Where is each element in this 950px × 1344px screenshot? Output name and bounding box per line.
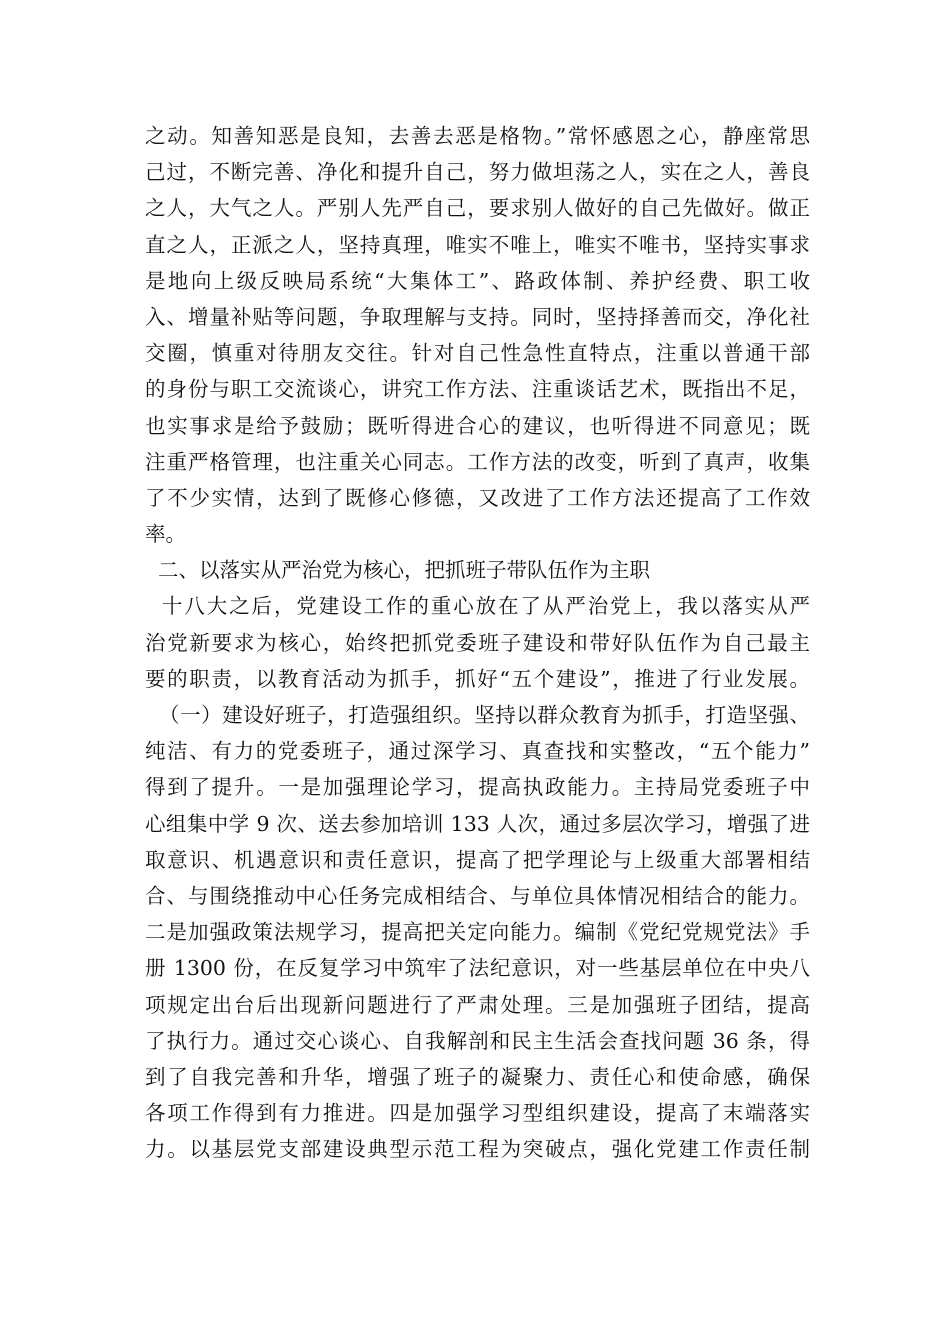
text-line: 之动。知善知恶是良知，去善去恶是格物。”常怀感恩之心，静座常思 (145, 124, 810, 148)
text-line: 纯洁、有力的党委班子，通过深学习、真查找和实整改，“五个能力” (145, 739, 810, 764)
text-line: 册 1300 份，在反复学习中筑牢了法纪意识，对一些基层单位在中央八 (145, 956, 810, 981)
text-line: 项规定出台后出现新问题进行了严肃处理。三是加强班子团结，提高 (145, 992, 810, 1017)
text-line: 直之人，正派之人，坚持真理，唯实不唯上，唯实不唯书，坚持实事求 (145, 232, 810, 257)
text-line: 得到了提升。一是加强理论学习，提高执政能力。主持局党委班子中 (145, 775, 810, 800)
text-line: 也实事求是给予鼓励；既听得进合心的建议，也听得进不同意见；既 (145, 413, 810, 438)
text-line: 治党新要求为核心，始终把抓党委班子建设和带好队伍作为自己最主 (145, 630, 810, 655)
text-line: 取意识、机遇意识和责任意识，提高了把学理论与上级重大部署相结 (145, 847, 810, 872)
text-line: 入、增量补贴等问题，争取理解与支持。同时，坚持择善而交，净化社 (145, 304, 810, 329)
text-line: 交圈，慎重对待朋友交往。针对自己性急性直特点，注重以普通干部 (145, 341, 810, 366)
text-line: 己过，不断完善、净化和提升自己，努力做坦荡之人，实在之人，善良 (145, 160, 810, 185)
text-line: 各项工作得到有力推进。四是加强学习型组织建设，提高了末端落实 (145, 1101, 810, 1126)
text-line: 合、与围绕推动中心任务完成相结合、与单位具体情况相结合的能力。 (145, 883, 810, 908)
text-line: 要的职责，以教育活动为抓手，抓好“五个建设”，推进了行业发展。 (145, 666, 810, 691)
document-body-text (145, 118, 810, 1167)
text-line: 力。以基层党支部建设典型示范工程为突破点，强化党建工作责任制 (145, 1137, 810, 1162)
text-line: 二、以落实从严治党为核心，把抓班子带队伍作为主职 (145, 558, 651, 583)
text-line: 之人，大气之人。严别人先严自己，要求别人做好的自己先做好。做正 (145, 196, 810, 221)
text-line: 率。 (145, 522, 186, 547)
text-line: 心组集中学 9 次、送去参加培训 133 人次，通过多层次学习，增强了进 (145, 811, 810, 836)
text-line: 了执行力。通过交心谈心、自我解剖和民主生活会查找问题 36 条，得 (145, 1028, 810, 1053)
text-line: 是地向上级反映局系统“大集体工”、路政体制、养护经费、职工收 (145, 268, 810, 293)
text-line: 二是加强政策法规学习，提高把关定向能力。编制《党纪党规党法》手 (145, 920, 810, 945)
text-line: （一）建设好班子，打造强组织。坚持以群众教育为抓手，打造坚强、 (145, 703, 810, 727)
text-line: 注重严格管理，也注重关心同志。工作方法的改变，听到了真声，收集 (145, 449, 810, 474)
text-line: 到了自我完善和升华，增强了班子的凝聚力、责任心和使命感，确保 (145, 1064, 810, 1089)
text-line: 的身份与职工交流谈心，讲究工作方法、注重谈话艺术，既指出不足， (145, 377, 810, 402)
text-line: 十八大之后，党建设工作的重心放在了从严治党上，我以落实从严 (145, 594, 810, 619)
text-line: 了不少实情，达到了既修心修德，又改进了工作方法还提高了工作效 (145, 485, 810, 510)
